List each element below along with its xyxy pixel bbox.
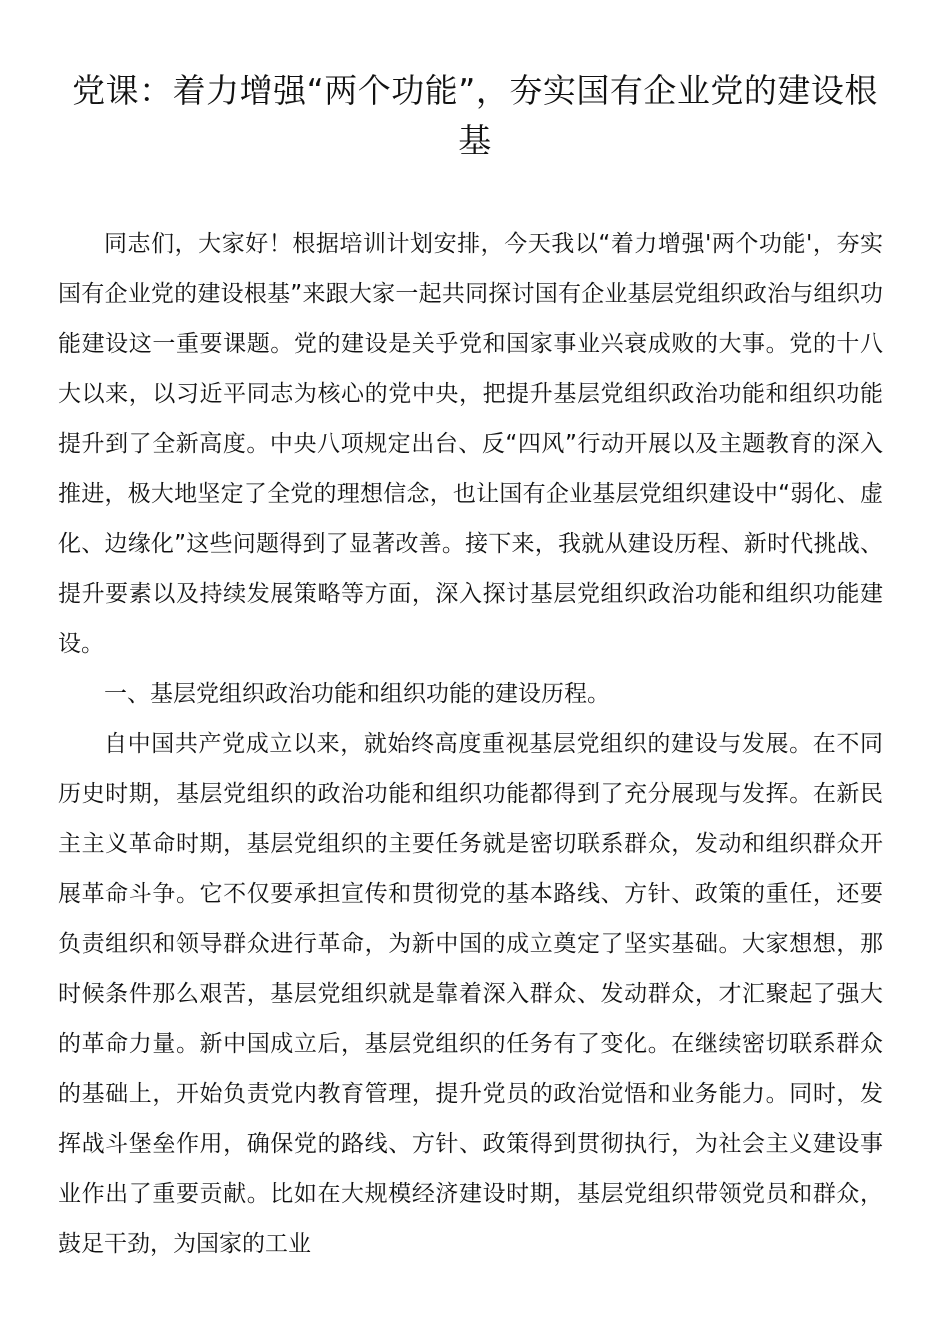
document-title: 党课：着力增强“两个功能”，夯实国有企业党的建设根基 xyxy=(72,71,878,160)
section-heading-1: 一、基层党组织政治功能和组织功能的建设历程。 xyxy=(104,681,610,707)
document-body xyxy=(58,219,883,1269)
paragraph-history: 自中国共产党成立以来，就始终高度重视基层党组织的建设与发展。在不同历史时期，基层党组织的政治功能和组织功能都得到了充分展现与发挥。在新民主主义革命时期，基层党组织的主要任务就是密切联系群众，发动和组织群众开展革命斗争。它不仅要承担宣传和贯彻党的基本路线、方针、政策的重任，还要负责组织和领导群众进行革命，为新中国的成立奠定了坚实基础。大家想想，那时候条件那么艰苦，基层党组织就是靠着深入群众、发动群众，才汇聚起了强大的革命力量。新中国成立后，基层党组织的任务有了变化。在继续密切联系群众的基础上，开始负责党内教育管理，提升党员的政治觉悟和业务能力。同时，发挥战斗堡垒作用，确保党的路线、方针、政策得到贯彻执行，为社会主义建设事业作出了重要贡献。比如在大规模经济建设时期，基层党组织带领党员和群众，鼓足干劲，为国家的工业 xyxy=(58,731,883,1257)
paragraph-intro: 同志们，大家好！根据培训计划安排，今天我以“着力增强'两个功能'，夯实国有企业党的建设根基”来跟大家一起共同探讨国有企业基层党组织政治与组织功能建设这一重要课题。党的建设是关乎党和国家事业兴衰成败的大事。党的十八大以来，以习近平同志为核心的党中央，把提升基层党组织政治功能和组织功能提升到了全新高度。中央八项规定出台、反“四风”行动开展以及主题教育的深入推进，极大地坚定了全党的理想信念，也让国有企业基层党组织建设中“弱化、虚化、边缘化”这些问题得到了显著改善。接下来，我就从建设历程、新时代挑战、提升要素以及持续发展策略等方面，深入探讨基层党组织政治功能和组织功能建设。 xyxy=(58,231,883,657)
